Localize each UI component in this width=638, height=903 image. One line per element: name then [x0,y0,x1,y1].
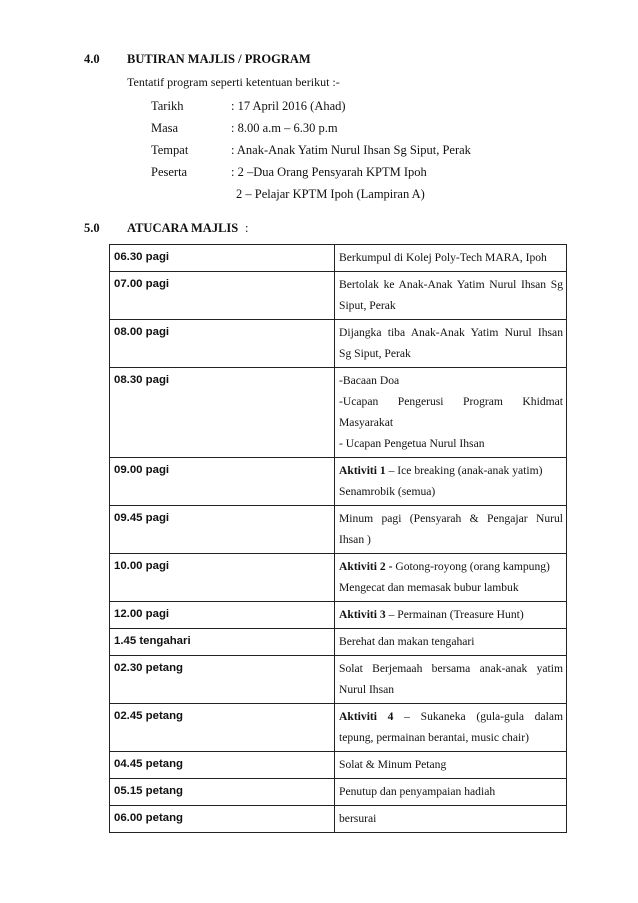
activity-line [339,412,563,433]
activity-line [339,727,563,748]
activity-line [339,781,563,802]
schedule-activity [335,629,567,656]
activity-text: Bertolak ke Anak-Anak Yatim Nurul Ihsan Sg [339,278,563,291]
activity-line [339,604,563,625]
activity-line [339,433,563,454]
activity-text: – Sukaneka (gula-gula dalam [393,710,564,723]
activity-label: Aktiviti 3 [339,608,386,621]
schedule-time: 10.00 pagi [110,554,335,602]
schedule-activity [335,320,567,368]
activity-line [339,658,563,679]
activity-label: Aktiviti 4 [339,710,394,723]
activity-line [339,295,563,316]
activity-line [339,754,563,775]
activity-text: Dijangka tiba Anak-Anak Yatim Nurul Ihsan [339,326,563,339]
section-5-colon: : [245,221,249,235]
schedule-time: 05.15 petang [110,779,335,806]
schedule-time: 1.45 tengahari [110,629,335,656]
schedule-time: 04.45 petang [110,752,335,779]
schedule-time: 09.45 pagi [110,506,335,554]
section-5-title: ATUCARA MAJLIS [127,221,239,235]
activity-line [339,322,563,343]
schedule-activity [335,368,567,458]
activity-line [339,529,563,550]
table-row [110,458,567,506]
activity-text: Minum pagi (Pensyarah & Pengajar Nurul [339,512,563,525]
section-4-title: BUTIRAN MAJLIS / PROGRAM [127,52,311,66]
section-4-number: 4.0 [84,52,100,66]
detail-value-masa: : 8.00 a.m – 6.30 p.m [231,121,338,135]
activity-line [339,481,563,502]
schedule-time: 09.00 pagi [110,458,335,506]
activity-text: Senamrobik (semua) [339,485,436,498]
activity-text: Gotong-royong (orang kampung) [392,560,550,573]
schedule-activity [335,779,567,806]
activity-text: Penutup dan penyampaian hadiah [339,785,496,798]
schedule-table [109,244,567,833]
schedule-time: 06.30 pagi [110,245,335,272]
activity-label: Aktiviti 2 - [339,560,393,573]
activity-text: Nurul Ihsan [339,683,395,696]
activity-label: Aktiviti 1 [339,464,386,477]
schedule-activity [335,272,567,320]
detail-label-tempat: Tempat [151,143,189,157]
table-row [110,368,567,458]
detail-value-peserta: : 2 –Dua Orang Pensyarah KPTM Ipoh [231,165,427,179]
activity-text: – Permainan (Treasure Hunt) [385,608,524,621]
schedule-activity [335,554,567,602]
activity-text: Sg Siput, Perak [339,347,411,360]
schedule-activity [335,704,567,752]
table-row [110,779,567,806]
detail-label-tarikh: Tarikh [151,99,184,113]
table-row [110,245,567,272]
activity-text: Masyarakat [339,416,394,429]
activity-text: Berkumpul di Kolej Poly-Tech MARA, Ipoh [339,251,547,264]
activity-text: tepung, permainan berantai, music chair) [339,731,529,744]
activity-text: -Ucapan Pengerusi Program Khidmat [339,395,563,408]
activity-line [339,391,563,412]
activity-line [339,577,563,598]
activity-line [339,556,563,577]
schedule-time: 02.30 petang [110,656,335,704]
schedule-activity [335,656,567,704]
schedule-time: 12.00 pagi [110,602,335,629]
activity-text: Berehat dan makan tengahari [339,635,475,648]
schedule-activity [335,245,567,272]
activity-line [339,370,563,391]
activity-text: – Ice breaking (anak-anak yatim) [385,464,543,477]
activity-text: Ihsan ) [339,533,371,546]
activity-text: Solat & Minum Petang [339,758,447,771]
schedule-time: 08.00 pagi [110,320,335,368]
section-4-intro: Tentatif program seperti ketentuan berikut :- [127,75,340,89]
schedule-activity [335,752,567,779]
activity-line [339,508,563,529]
table-row [110,602,567,629]
schedule-activity [335,602,567,629]
activity-line [339,679,563,700]
activity-text: Solat Berjemaah bersama anak-anak yatim [339,662,563,675]
table-row [110,554,567,602]
activity-line [339,343,563,364]
activity-line [339,808,563,829]
detail-label-peserta: Peserta [151,165,188,179]
table-row [110,629,567,656]
activity-line [339,631,563,652]
table-row [110,752,567,779]
activity-text: - Ucapan Pengetua Nurul Ihsan [339,437,485,450]
table-row [110,656,567,704]
detail-value-tarikh: : 17 April 2016 (Ahad) [231,99,346,113]
activity-line [339,460,563,481]
section-5-number: 5.0 [84,221,100,235]
activity-line [339,247,563,268]
detail-value-peserta-2: 2 – Pelajar KPTM Ipoh (Lampiran A) [236,187,425,201]
table-row [110,704,567,752]
schedule-time: 08.30 pagi [110,368,335,458]
detail-value-tempat: : Anak-Anak Yatim Nurul Ihsan Sg Siput, Perak [231,143,471,157]
detail-label-masa: Masa [151,121,179,135]
table-row [110,320,567,368]
activity-text: Siput, Perak [339,299,396,312]
schedule-activity [335,458,567,506]
activity-text: -Bacaan Doa [339,374,400,387]
schedule-time: 07.00 pagi [110,272,335,320]
activity-line [339,706,563,727]
activity-text: Mengecat dan memasak bubur lambuk [339,581,519,594]
table-row [110,272,567,320]
schedule-activity [335,806,567,833]
schedule-time: 06.00 petang [110,806,335,833]
activity-line [339,274,563,295]
table-row [110,806,567,833]
schedule-time: 02.45 petang [110,704,335,752]
activity-text: bersurai [339,812,377,825]
schedule-activity [335,506,567,554]
table-row [110,506,567,554]
